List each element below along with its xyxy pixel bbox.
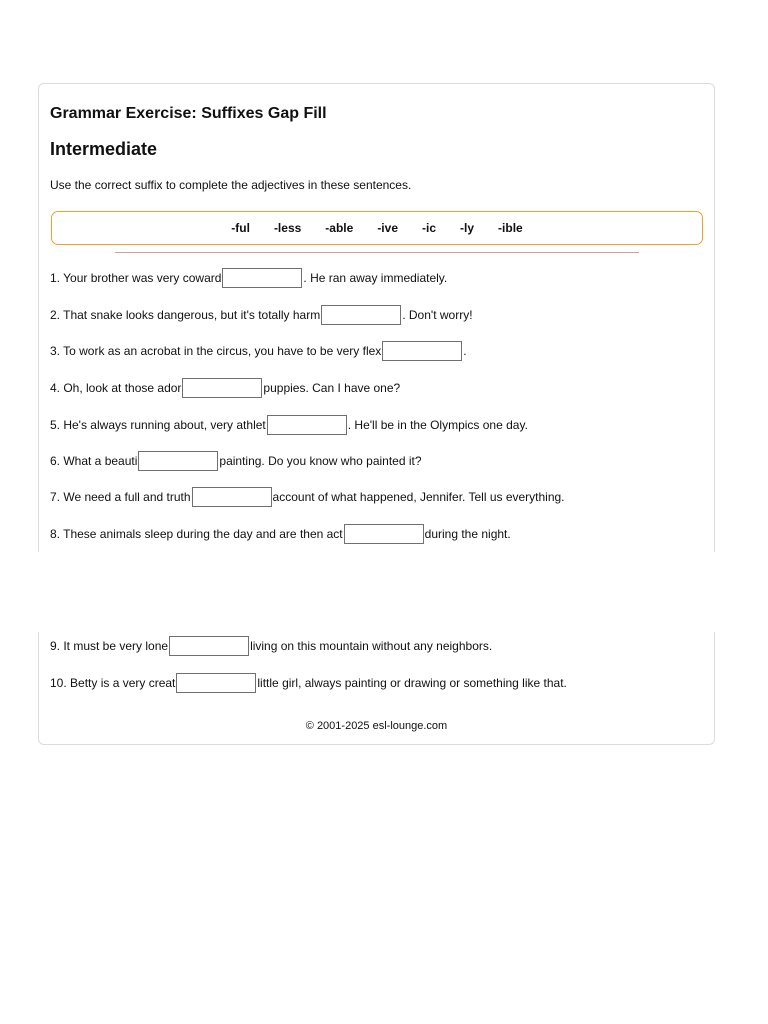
question-text-before: 6. What a beauti [50, 454, 138, 468]
question-text-before: 2. That snake looks dangerous, but it's totally harm [50, 308, 321, 322]
question-text-before: 5. He's always running about, very athlet [50, 418, 266, 432]
answer-input-4[interactable] [182, 378, 262, 398]
suffix-item: -ic [422, 221, 437, 235]
suffix-item: -ly [460, 221, 475, 235]
question-1 [50, 268, 447, 288]
question-text-after: . He'll be in the Olympics one day. [347, 418, 528, 432]
suffix-item: -less [273, 221, 302, 235]
question-text-before: 3. To work as an acrobat in the circus, you have to be very flex [50, 344, 382, 358]
question-text-after: account of what happened, Jennifer. Tell us everything. [272, 490, 565, 504]
question-4 [50, 378, 400, 398]
suffix-item: -able [325, 221, 354, 235]
question-5 [50, 415, 528, 435]
question-7 [50, 487, 565, 507]
question-text-after: painting. Do you know who painted it? [219, 454, 422, 468]
question-text-before: 10. Betty is a very creat [50, 676, 176, 690]
question-text-after: little girl, always painting or drawing or something like that. [257, 676, 567, 690]
question-8 [50, 524, 511, 544]
suffix-item: -ive [377, 221, 398, 235]
question-3 [50, 341, 467, 361]
suffix-list [51, 211, 703, 245]
copyright-footer: © 2001-2025 esl-lounge.com [305, 720, 448, 732]
question-text-after: . [463, 344, 467, 358]
suffix-item: -ful [231, 221, 250, 235]
instructions: Use the correct suffix to complete the adjectives in these sentences. [50, 178, 412, 192]
suffix-item: -ible [498, 221, 523, 235]
answer-input-10[interactable] [176, 673, 256, 693]
question-text-before: 4. Oh, look at those ador [50, 381, 182, 395]
level-heading: Intermediate [50, 139, 158, 159]
question-9 [50, 636, 492, 656]
question-text-before: 8. These animals sleep during the day and are then act [50, 527, 343, 541]
exercise-card-bottom [38, 632, 715, 745]
exercise-title: Grammar Exercise: Suffixes Gap Fill [50, 105, 327, 122]
answer-input-7[interactable] [192, 487, 272, 507]
exercise-card-top [38, 83, 715, 552]
answer-input-2[interactable] [321, 305, 401, 325]
answer-input-5[interactable] [267, 415, 347, 435]
question-2 [50, 305, 473, 325]
question-text-before: 1. Your brother was very coward [50, 271, 222, 285]
divider [115, 252, 639, 253]
answer-input-1[interactable] [222, 268, 302, 288]
answer-input-3[interactable] [382, 341, 462, 361]
question-6 [50, 451, 422, 471]
question-text-after: puppies. Can I have one? [263, 381, 401, 395]
question-10 [50, 673, 567, 693]
question-text-after: living on this mountain without any neighbors. [250, 639, 493, 653]
question-text-after: . He ran away immediately. [303, 271, 448, 285]
question-text-after: . Don't worry! [402, 308, 473, 322]
answer-input-6[interactable] [138, 451, 218, 471]
answer-input-8[interactable] [344, 524, 424, 544]
answer-input-9[interactable] [169, 636, 249, 656]
question-text-before: 7. We need a full and truth [50, 490, 191, 504]
question-text-before: 9. It must be very lone [50, 639, 169, 653]
question-text-after: during the night. [424, 527, 511, 541]
